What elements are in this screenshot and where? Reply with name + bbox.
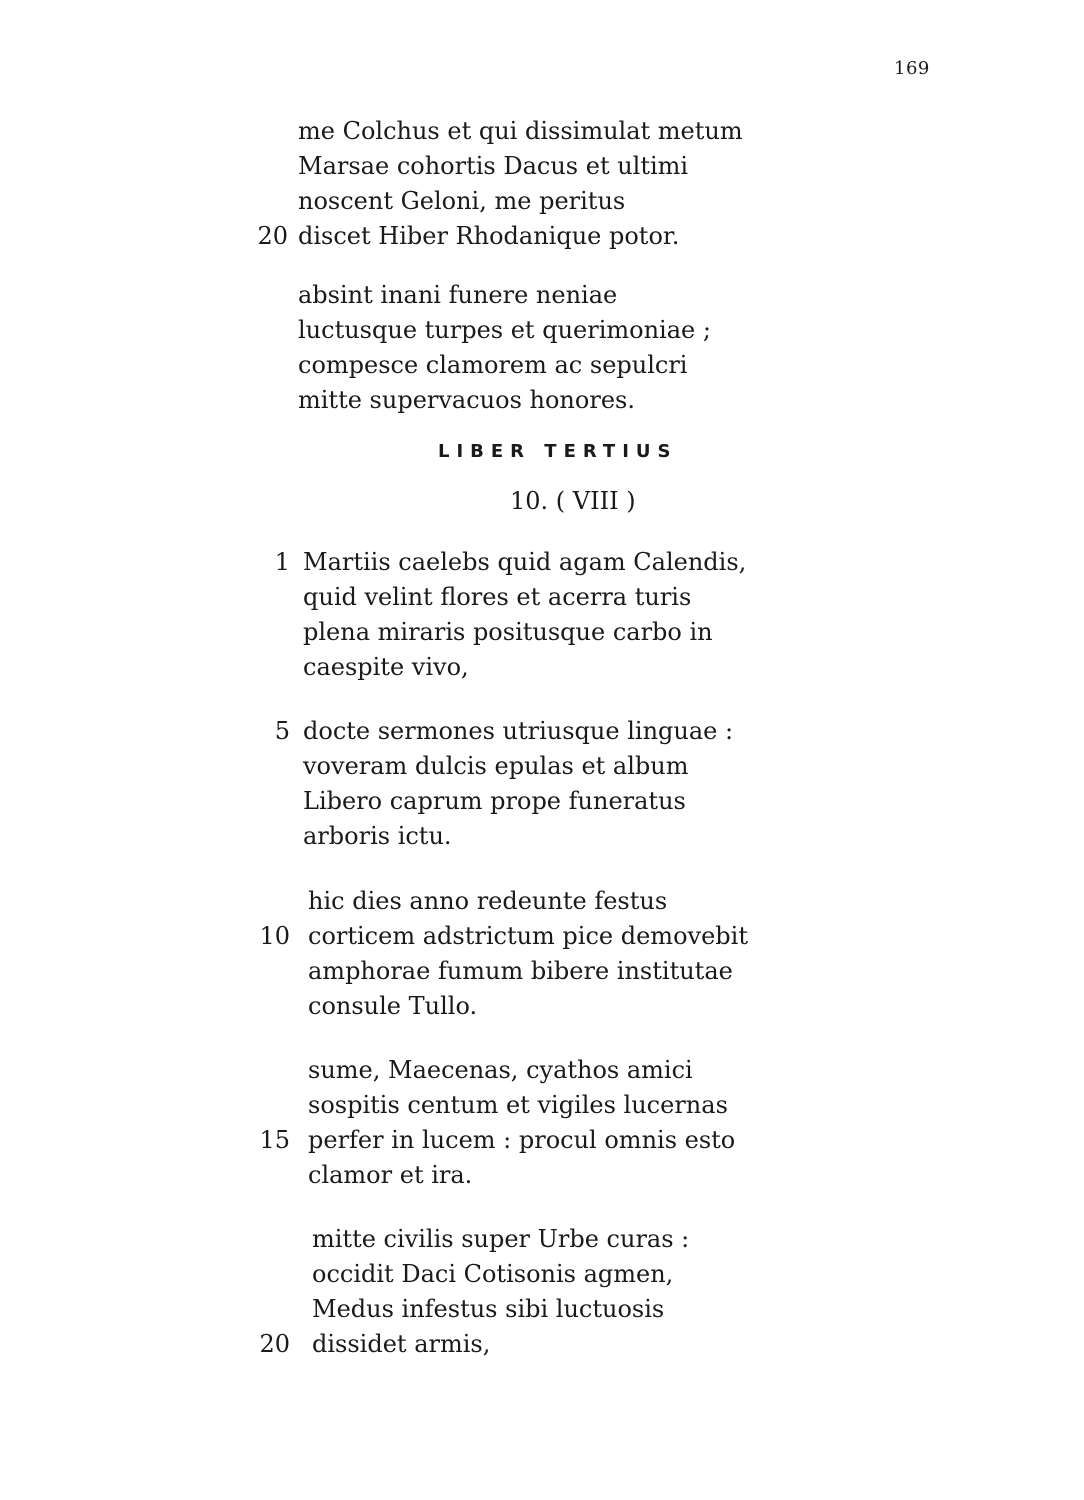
verse-line: Martiis caelebs quid agam Calendis, <box>303 548 747 576</box>
verse-line: docte sermones utriusque linguae : <box>303 717 734 745</box>
verse-line: plena miraris positusque carbo in <box>303 618 713 646</box>
verse-line: Medus infestus sibi luctuosis <box>312 1295 665 1323</box>
verse-line: voveram dulcis epulas et album <box>303 752 689 780</box>
verse-line: caespite vivo, <box>303 653 469 681</box>
verse-line: arboris ictu. <box>303 822 452 850</box>
verse-line: quid velint flores et acerra turis <box>303 583 692 611</box>
verse-line: Marsae cohortis Dacus et ultimi <box>298 152 689 180</box>
line-number: 5 <box>274 717 290 745</box>
ode-number: 10. ( VIII ) <box>510 487 636 515</box>
verse-line: luctusque turpes et querimoniae ; <box>298 316 711 344</box>
verse-line: me Colchus et qui dissimulat metum <box>298 117 743 145</box>
line-number: 20 <box>259 1330 290 1358</box>
verse-line: consule Tullo. <box>308 992 478 1020</box>
verse-line: absint inani funere neniae <box>298 281 618 309</box>
line-number: 20 <box>257 222 288 250</box>
verse-line: dissidet armis, <box>312 1330 491 1358</box>
verse-line: compesce clamorem ac sepulcri <box>298 351 688 379</box>
verse-line: Libero caprum prope funeratus <box>303 787 686 815</box>
verse-line: mitte supervacuos honores. <box>298 386 635 414</box>
section-heading: LIBER TERTIUS <box>438 441 678 462</box>
page-number: 169 <box>894 58 930 79</box>
verse-line: sospitis centum et vigiles lucernas <box>308 1091 728 1119</box>
verse-line: perfer in lucem : procul omnis esto <box>308 1126 736 1154</box>
verse-line: sume, Maecenas, cyathos amici <box>308 1056 693 1084</box>
line-number: 10 <box>259 922 290 950</box>
verse-line: occidit Daci Cotisonis agmen, <box>312 1260 674 1288</box>
verse-line: amphorae fumum bibere institutae <box>308 957 733 985</box>
line-number: 15 <box>259 1126 290 1154</box>
verse-line: hic dies anno redeunte festus <box>308 887 668 915</box>
verse-line: discet Hiber Rhodanique potor. <box>298 222 680 250</box>
verse-line: mitte civilis super Urbe curas : <box>312 1225 690 1253</box>
verse-line: noscent Geloni, me peritus <box>298 187 626 215</box>
line-number: 1 <box>274 548 290 576</box>
verse-line: corticem adstrictum pice demovebit <box>308 922 748 950</box>
verse-line: clamor et ira. <box>308 1161 473 1189</box>
